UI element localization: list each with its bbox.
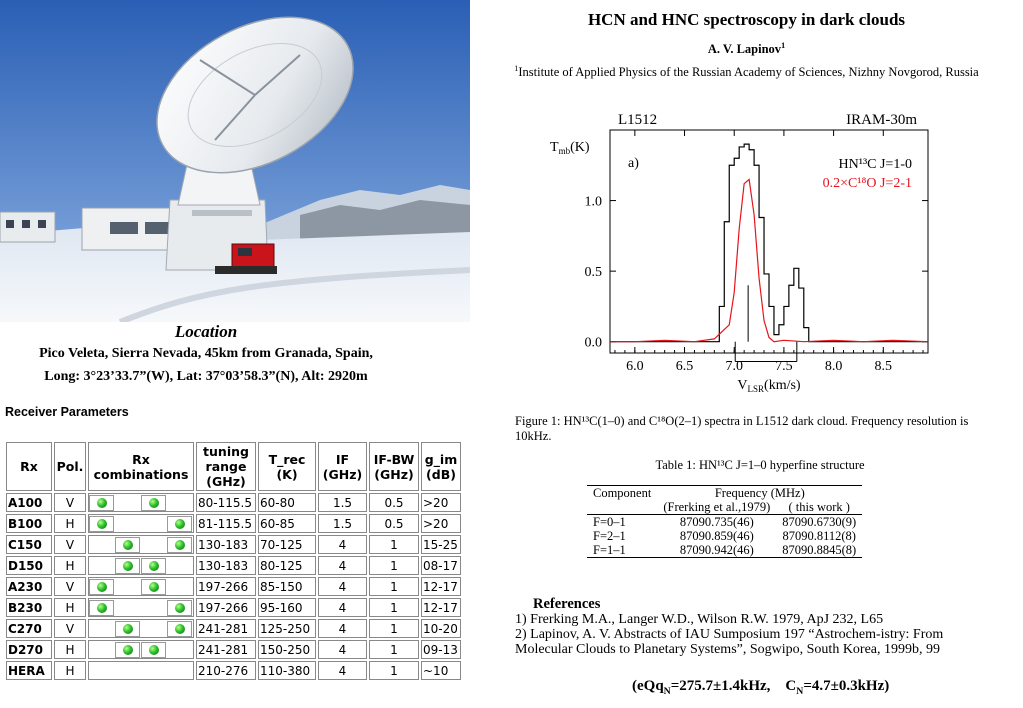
rx-gim: 10-20	[421, 619, 461, 638]
col-ifbw: IF-BW (GHz)	[369, 442, 419, 491]
combo-slot	[89, 558, 114, 574]
rx-tuning-range: 197-266	[196, 598, 256, 617]
col-trec: T_rec (K)	[258, 442, 316, 491]
hyperfine-old: 87090.942(46)	[657, 543, 776, 558]
green-dot-icon	[123, 624, 133, 634]
rx-combinations	[88, 640, 194, 659]
rx-if: 4	[318, 535, 367, 554]
combo-slot	[141, 558, 166, 574]
rx-gim: 15-25	[421, 535, 461, 554]
x-tick-label: 7.0	[725, 359, 743, 374]
rx-gim: 09-13	[421, 640, 461, 659]
green-dot-icon	[175, 624, 185, 634]
rx-name: A230	[6, 577, 52, 596]
legend-hn13c: HN¹³C J=1-0	[838, 157, 912, 172]
legend-c18o: 0.2×C¹⁸O J=2-1	[822, 176, 912, 191]
hyperfine-table	[587, 485, 862, 558]
combo-slot	[89, 642, 114, 658]
col-gim: g_im (dB)	[421, 442, 461, 491]
green-dot-icon	[175, 519, 185, 529]
green-dot-icon	[97, 519, 107, 529]
combo-slot	[167, 495, 192, 511]
hyperfine-old: 87090.735(46)	[657, 515, 776, 530]
green-dot-icon	[123, 540, 133, 550]
hyperfine-new: 87090.6730(9)	[776, 515, 862, 530]
chart-telescope-label: IRAM-30m	[846, 112, 917, 128]
x-axis-label: $V_{LSR}(km/s)$	[737, 378, 801, 394]
references-heading: References	[533, 596, 601, 612]
hf-col-component: Component	[587, 486, 657, 501]
receiver-row	[6, 556, 461, 575]
receiver-parameters-heading: Receiver Parameters	[5, 405, 129, 419]
radio-telescope-illustration	[0, 0, 470, 322]
combo-slot	[89, 600, 114, 616]
rx-trec: 125-250	[258, 619, 316, 638]
rx-ifbw: 1	[369, 535, 419, 554]
hyperfine-new: 87090.8112(8)	[782, 529, 856, 543]
hyperfine-comp: F=0–1	[587, 515, 657, 530]
rx-name: B100	[6, 514, 52, 533]
rx-trec: 85-150	[258, 577, 316, 596]
author-footnote-mark: 1	[781, 41, 786, 50]
combo-slot	[167, 537, 192, 553]
figure-caption: Figure 1: HN¹³C(1–0) and C¹⁸O(2–1) spectra in L1512 dark cloud. Frequency resolution is 10kHz.	[515, 414, 969, 443]
green-dot-icon	[97, 603, 107, 613]
green-dot-icon	[149, 561, 159, 571]
combo-slot	[167, 642, 192, 658]
chart-source-label: L1512	[618, 112, 658, 128]
rx-ifbw: 1	[369, 598, 419, 617]
combo-slot	[167, 579, 192, 595]
combo-slot	[89, 663, 114, 679]
rx-name: B230	[6, 598, 52, 617]
y-axis-label: $T_{mb}(K)$	[550, 140, 590, 156]
rx-name: C270	[6, 619, 52, 638]
combo-slot	[167, 663, 192, 679]
rx-tuning-range: 210-276	[196, 661, 256, 680]
spectrum-chart	[540, 105, 940, 395]
rx-name: A100	[6, 493, 52, 512]
hf-col-frequency: Frequency (MHz)	[657, 486, 862, 501]
rx-if: 4	[318, 640, 367, 659]
hyperfine-comp: F=1–1	[587, 543, 657, 558]
receiver-table-header	[6, 442, 461, 491]
rx-if: 4	[318, 598, 367, 617]
rx-combinations	[88, 661, 194, 680]
rx-combinations	[88, 493, 194, 512]
rx-ifbw: 1	[369, 640, 419, 659]
green-dot-icon	[97, 498, 107, 508]
rx-polarization: H	[54, 598, 86, 617]
rx-polarization: V	[54, 577, 86, 596]
affiliation-text: Institute of Applied Physics of the Russian Academy of Sciences, Nizhny Novgorod, Russia	[518, 65, 979, 80]
combo-slot	[115, 663, 140, 679]
combo-slot	[89, 516, 114, 532]
combo-slot	[115, 495, 140, 511]
combo-slot	[141, 579, 166, 595]
rx-ifbw: 1	[369, 556, 419, 575]
rx-tuning-range: 81-115.5	[196, 514, 256, 533]
combo-slot	[141, 621, 166, 637]
hf-ref-old: (Frerking et al.,1979)	[663, 500, 771, 514]
rx-polarization: V	[54, 535, 86, 554]
y-tick-label: 0.5	[584, 265, 602, 281]
rx-polarization: V	[54, 493, 86, 512]
receiver-row	[6, 661, 461, 680]
green-dot-icon	[123, 645, 133, 655]
rx-name: D150	[6, 556, 52, 575]
rx-name: HERA	[6, 661, 52, 680]
combo-slot	[141, 663, 166, 679]
rx-combinations	[88, 514, 194, 533]
combo-slot	[89, 537, 114, 553]
hyperfine-row	[587, 515, 862, 530]
combo-slot	[141, 600, 166, 616]
hyperfine-new: 87090.8845(8)	[776, 543, 862, 558]
col-tuning-range: tuning range (GHz)	[196, 442, 256, 491]
rx-trec: 80-125	[258, 556, 316, 575]
combo-slot	[115, 558, 140, 574]
author-name: A. V. Lapinov	[707, 42, 782, 57]
rx-name: C150	[6, 535, 52, 554]
panel-label: a)	[628, 156, 639, 171]
combo-slot	[115, 621, 140, 637]
quadrupole-result: (eQq$_N$=275.7±1.4kHz, $C_N=4.7\pm 0.3kHz$)	[632, 678, 890, 697]
rx-combinations	[88, 535, 194, 554]
rx-combinations	[88, 577, 194, 596]
green-dot-icon	[149, 498, 159, 508]
rx-polarization: H	[54, 640, 86, 659]
green-dot-icon	[97, 582, 107, 592]
location-address: Pico Veleta, Sierra Nevada, 45km from Granada, Spain,	[39, 346, 373, 361]
combo-slot	[167, 621, 192, 637]
x-tick-label: 6.0	[626, 359, 644, 374]
combo-slot	[141, 642, 166, 658]
hyperfine-comp: F=2–1	[593, 529, 626, 543]
rx-trec: 110-380	[258, 661, 316, 680]
combo-slot	[89, 579, 114, 595]
hyperfine-old: 87090.859(46)	[679, 529, 754, 543]
receiver-table-body	[6, 493, 461, 680]
combo-slot	[115, 579, 140, 595]
reference-item-2: 2) Lapinov, A. V. Abstracts of IAU Sumposium 197 “Astrochem-istry: From Molecular Clouds to Planetary Systems”, Sogwipo, South Korea, 1999b, 99	[515, 627, 944, 657]
receiver-row	[6, 493, 461, 512]
receiver-row	[6, 598, 461, 617]
rx-tuning-range: 241-281	[196, 640, 256, 659]
rx-polarization: H	[54, 661, 86, 680]
combo-slot	[141, 516, 166, 532]
rx-ifbw: 0.5	[369, 493, 419, 512]
rx-trec: 60-85	[258, 514, 316, 533]
combo-slot	[167, 558, 192, 574]
telescope-photo	[0, 0, 470, 322]
green-dot-icon	[149, 645, 159, 655]
col-if: IF (GHz)	[318, 442, 367, 491]
col-combinations: Rx combinations	[88, 442, 194, 491]
rx-if: 4	[318, 577, 367, 596]
paper-affiliation	[470, 64, 1023, 80]
receiver-row	[6, 535, 461, 554]
rx-gim: ~10	[421, 661, 461, 680]
rx-gim: 08-17	[421, 556, 461, 575]
combo-slot	[167, 600, 192, 616]
rx-polarization: H	[54, 514, 86, 533]
rx-if: 4	[318, 619, 367, 638]
rx-gim: >20	[421, 493, 461, 512]
series-c18o-line	[610, 179, 928, 341]
rx-tuning-range: 241-281	[196, 619, 256, 638]
y-tick-label: 1.0	[584, 194, 602, 210]
hyperfine-row	[587, 543, 862, 558]
rx-combinations	[88, 619, 194, 638]
rx-gim: >20	[421, 514, 461, 533]
rx-tuning-range: 130-183	[196, 535, 256, 554]
x-tick-label: 6.5	[675, 359, 694, 374]
rx-gim: 12-17	[421, 598, 461, 617]
rx-polarization: H	[54, 556, 86, 575]
x-tick-label: 8.5	[874, 359, 893, 374]
green-dot-icon	[175, 540, 185, 550]
rx-if: 4	[318, 556, 367, 575]
receiver-row	[6, 514, 461, 533]
combo-slot	[141, 495, 166, 511]
receiver-row	[6, 619, 461, 638]
rx-tuning-range: 130-183	[196, 556, 256, 575]
rx-if: 4	[318, 661, 367, 680]
rx-trec: 60-80	[258, 493, 316, 512]
combo-slot	[89, 495, 114, 511]
col-rx: Rx	[6, 442, 52, 491]
rx-if: 1.5	[318, 514, 367, 533]
x-tick-label: 8.0	[824, 359, 843, 374]
rx-name: D270	[6, 640, 52, 659]
rx-tuning-range: 197-266	[196, 577, 256, 596]
hyperfine-table-caption: Table 1: HN¹³C J=1–0 hyperfine structure	[655, 458, 865, 472]
affiliation-footnote-mark: 1	[514, 64, 519, 73]
combo-slot	[115, 600, 140, 616]
combo-slot	[89, 621, 114, 637]
receiver-row	[6, 640, 461, 659]
rx-ifbw: 1	[369, 619, 419, 638]
hyperfine-row	[587, 529, 862, 543]
paper-author	[480, 41, 1013, 57]
hyperfine-table-body	[587, 515, 862, 558]
combo-slot	[115, 537, 140, 553]
rx-if: 1.5	[318, 493, 367, 512]
reference-item-1: 1) Frerking M.A., Langer W.D., Wilson R.W. 1979, ApJ 232, L65	[515, 612, 884, 627]
paper-title: HCN and HNC spectroscopy in dark clouds	[587, 10, 906, 29]
combo-slot	[115, 516, 140, 532]
rx-trec: 150-250	[258, 640, 316, 659]
location-coordinates: Long: 3°23’33.7”(W), Lat: 37°03’58.3”(N), Alt: 2920m	[44, 369, 368, 384]
rx-trec: 70-125	[258, 535, 316, 554]
green-dot-icon	[175, 603, 185, 613]
references-section	[515, 597, 985, 657]
rx-combinations	[88, 556, 194, 575]
rx-combinations	[88, 598, 194, 617]
receiver-table	[4, 440, 463, 682]
combo-slot	[141, 537, 166, 553]
receiver-row	[6, 577, 461, 596]
rx-tuning-range: 80-115.5	[196, 493, 256, 512]
rx-polarization: V	[54, 619, 86, 638]
rx-gim: 12-17	[421, 577, 461, 596]
green-dot-icon	[149, 582, 159, 592]
combo-slot	[115, 642, 140, 658]
rx-ifbw: 1	[369, 661, 419, 680]
series-hn13c-line	[610, 144, 928, 342]
rx-trec: 95-160	[258, 598, 316, 617]
y-tick-label: 0.0	[584, 335, 602, 351]
rx-ifbw: 0.5	[369, 514, 419, 533]
hf-ref-new: ( this work )	[788, 500, 850, 514]
green-dot-icon	[123, 561, 133, 571]
rx-ifbw: 1	[369, 577, 419, 596]
combo-slot	[167, 516, 192, 532]
location-title: Location	[174, 322, 238, 341]
x-tick-label: 7.5	[775, 359, 793, 374]
col-pol: Pol.	[54, 442, 86, 491]
